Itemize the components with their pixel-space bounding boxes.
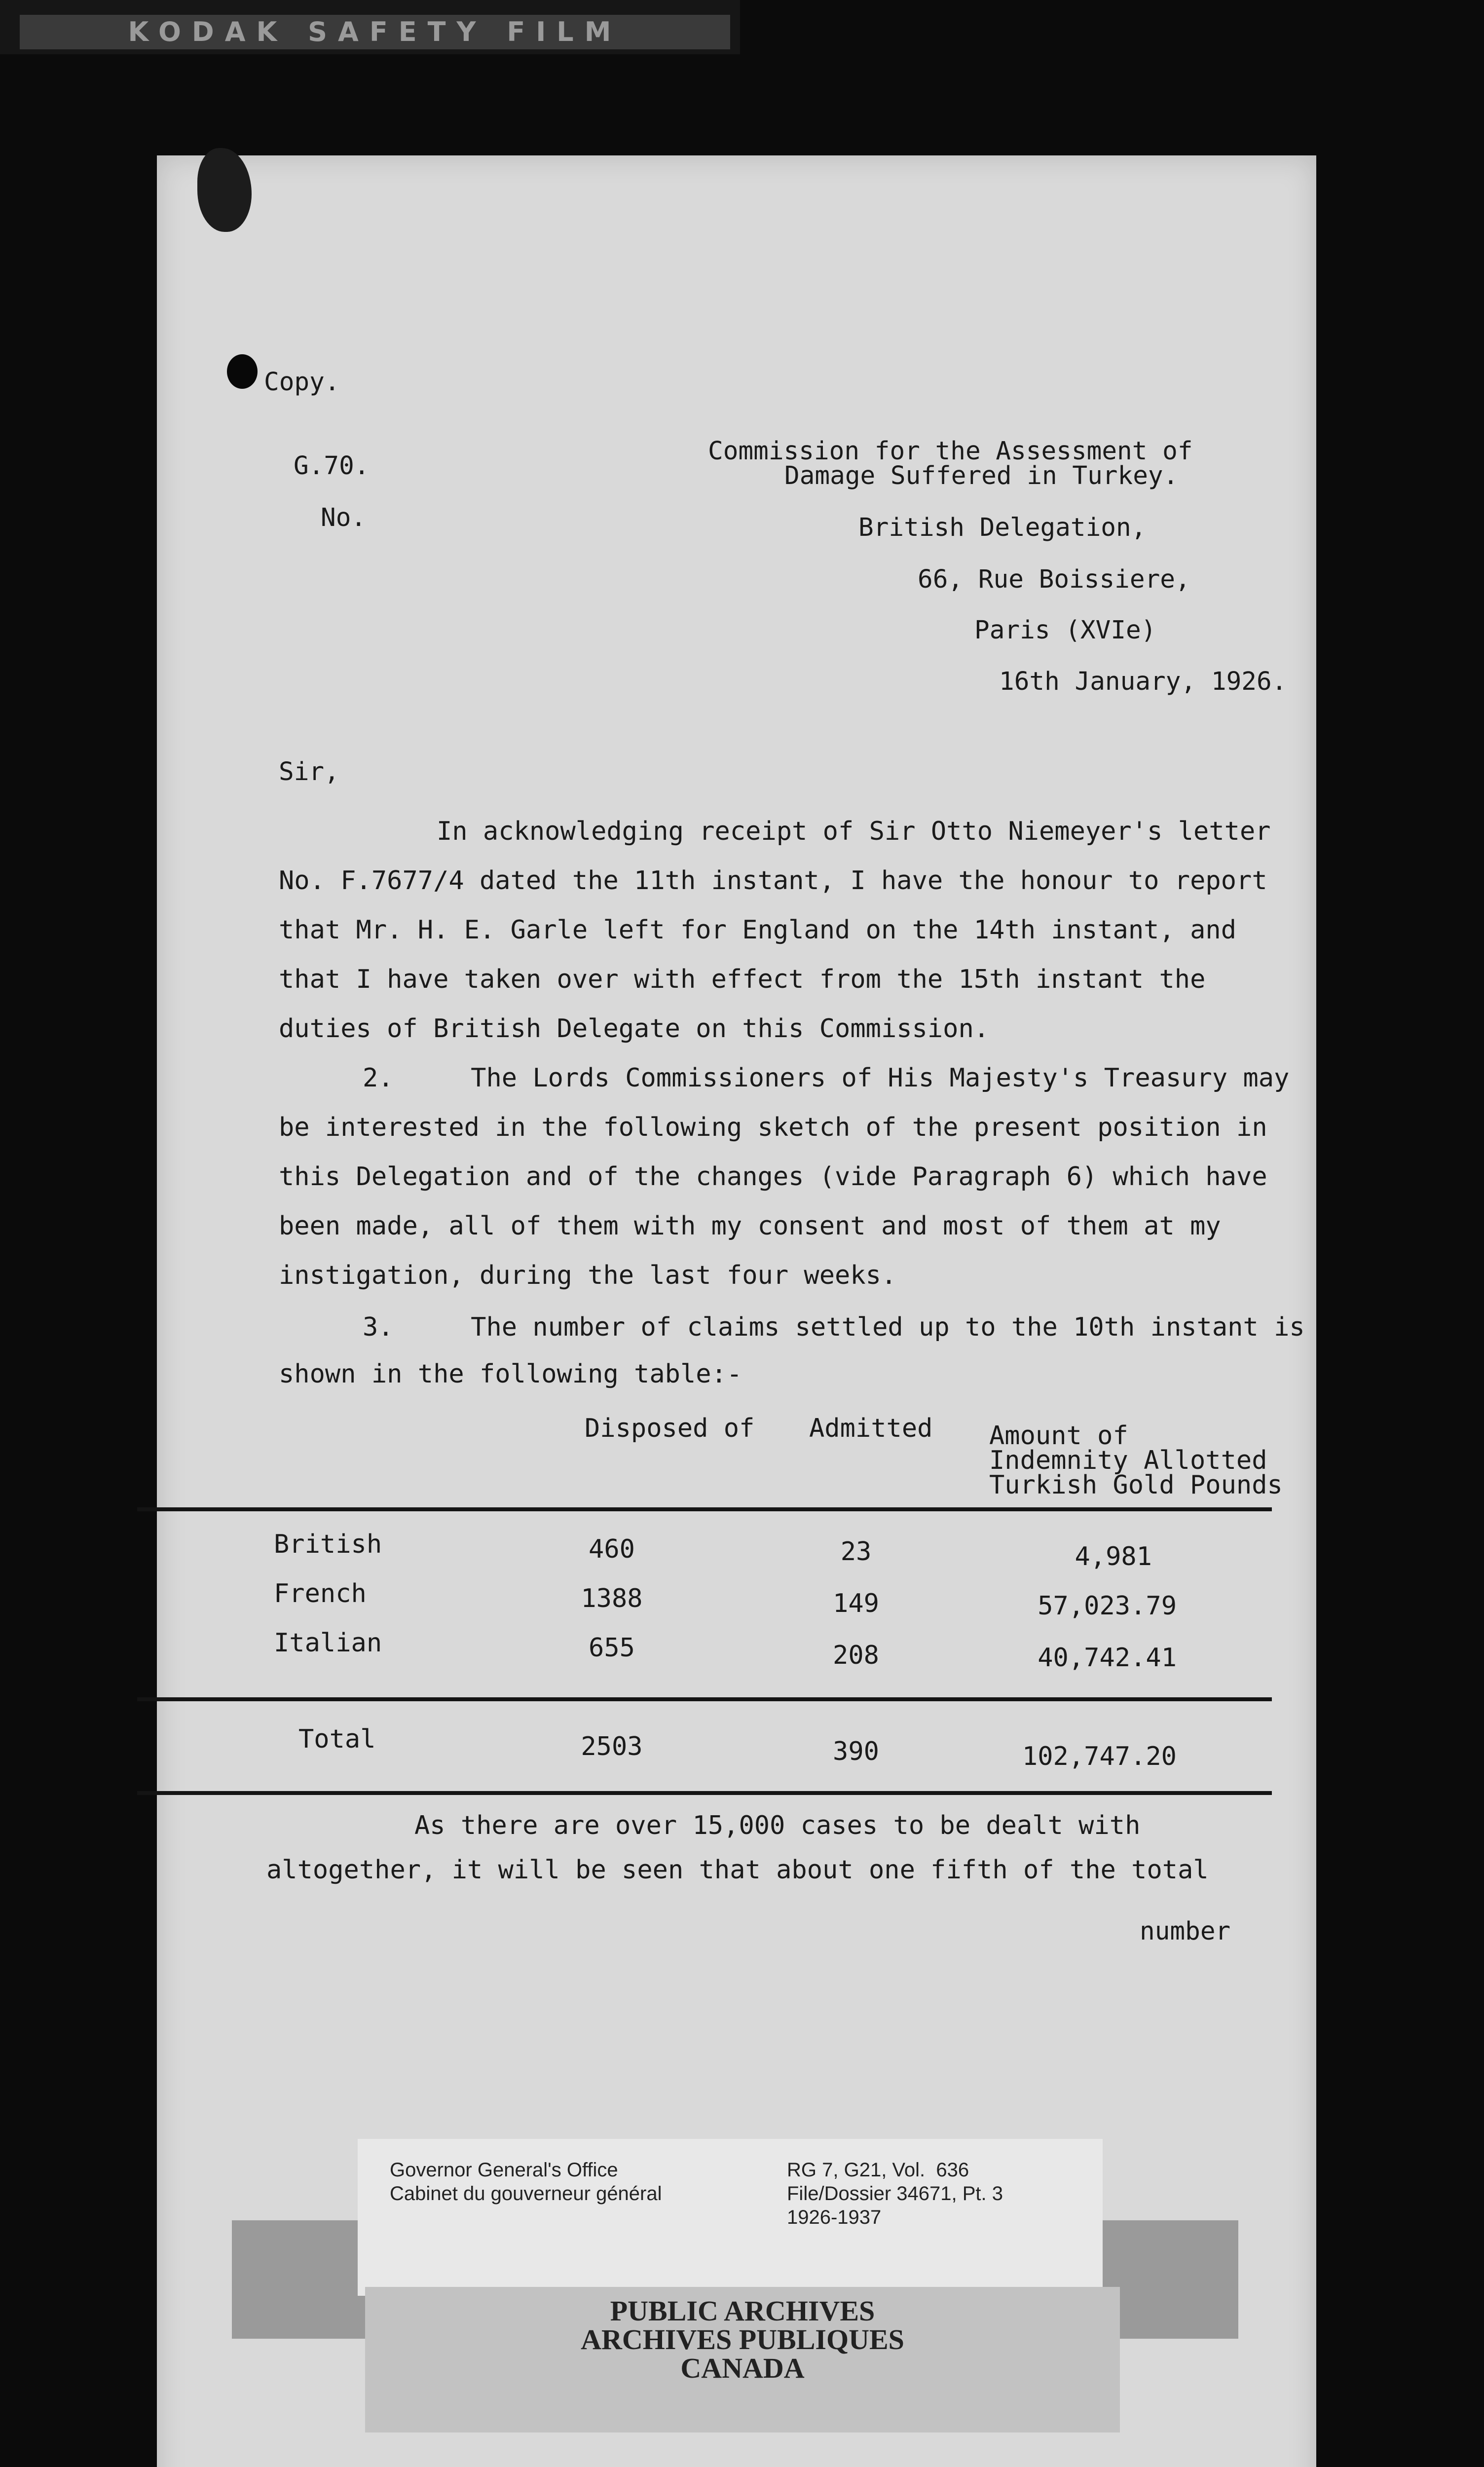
para3-line: 3. The number of claims settled up to the 10th instant is bbox=[363, 1312, 1305, 1342]
para2-line: instigation, during the last four weeks. bbox=[279, 1261, 897, 1290]
table-header-admitted: Admitted bbox=[809, 1414, 933, 1443]
table-cell-disposed: 655 bbox=[589, 1633, 635, 1663]
para1-line: that I have taken over with effect from the 15th instant the bbox=[279, 965, 1206, 994]
catchword: number bbox=[1140, 1917, 1231, 1946]
table-cell-disposed: 460 bbox=[589, 1534, 635, 1564]
table-header-amount-3: Turkish Gold Pounds bbox=[989, 1470, 1283, 1500]
para4-line: As there are over 15,000 cases to be dealt with bbox=[414, 1811, 1141, 1840]
table-cell-admitted: 208 bbox=[833, 1641, 879, 1670]
table-cell-amount: 40,742.41 bbox=[1038, 1643, 1177, 1673]
public-archives-stamp bbox=[365, 2287, 1120, 2432]
table-total-admitted: 390 bbox=[833, 1737, 879, 1766]
table-row-label: French bbox=[274, 1579, 367, 1608]
archive-office-fr: Cabinet du gouverneur général bbox=[390, 2183, 662, 2205]
para1-line: No. F.7677/4 dated the 11th instant, I have the honour to report bbox=[279, 866, 1267, 896]
letter-date: 16th January, 1926. bbox=[999, 667, 1287, 696]
sender-line-2: Damage Suffered in Turkey. bbox=[784, 461, 1179, 490]
table-row-label: British bbox=[274, 1530, 382, 1559]
number-label: No. bbox=[321, 503, 367, 532]
table-total-disposed: 2503 bbox=[581, 1732, 643, 1761]
archive-years: 1926-1937 bbox=[787, 2206, 882, 2228]
sender-line-3: British Delegation, bbox=[858, 513, 1147, 542]
para2-line: this Delegation and of the changes (vide Paragraph 6) which have bbox=[279, 1162, 1267, 1192]
table-cell-admitted: 149 bbox=[833, 1589, 879, 1618]
para4-line: altogether, it will be seen that about one fifth of the total bbox=[266, 1855, 1209, 1885]
stamp-line-3: CANADA bbox=[680, 2352, 805, 2384]
table-rule-total bbox=[137, 1697, 1272, 1701]
para2-line: 2. The Lords Commissioners of His Majesty's Treasury may bbox=[363, 1063, 1290, 1093]
table-header-amount-2: Indemnity Allotted bbox=[989, 1446, 1267, 1475]
sender-line-1: Commission for the Assessment of bbox=[708, 437, 1193, 466]
film-edge-label: KODAK SAFETY FILM bbox=[20, 15, 730, 49]
table-cell-amount: 4,981 bbox=[1075, 1542, 1152, 1571]
para1-line: that Mr. H. E. Garle left for England on the 14th instant, and bbox=[279, 915, 1237, 945]
archive-record-group: RG 7, G21, Vol. 636 bbox=[787, 2159, 969, 2181]
table-cell-admitted: 23 bbox=[840, 1537, 872, 1567]
para3-line: shown in the following table:- bbox=[279, 1359, 742, 1389]
punch-hole bbox=[227, 354, 258, 389]
sender-line-4: 66, Rue Boissiere, bbox=[918, 565, 1190, 594]
table-cell-amount: 57,023.79 bbox=[1038, 1591, 1177, 1621]
table-rule-bottom bbox=[137, 1791, 1272, 1795]
archive-office-en: Governor General's Office bbox=[390, 2159, 618, 2181]
para1-line: In acknowledging receipt of Sir Otto Niemeyer's letter bbox=[437, 817, 1271, 846]
table-row-label: Italian bbox=[274, 1628, 382, 1658]
archive-reference-card bbox=[358, 2139, 1103, 2296]
table-header-amount-1: Amount of bbox=[989, 1421, 1128, 1451]
stamp-line-1: PUBLIC ARCHIVES bbox=[610, 2295, 875, 2327]
table-total-label: Total bbox=[298, 1724, 376, 1754]
copy-mark: Copy. bbox=[264, 368, 340, 397]
para2-line: be interested in the following sketch of the present position in bbox=[279, 1113, 1267, 1142]
salutation: Sir, bbox=[279, 757, 339, 786]
table-cell-disposed: 1388 bbox=[581, 1584, 643, 1613]
film-edge bbox=[0, 0, 740, 54]
table-header-disposed: Disposed of bbox=[585, 1414, 755, 1443]
table-total-amount: 102,747.20 bbox=[1022, 1742, 1177, 1771]
archive-file: File/Dossier 34671, Pt. 3 bbox=[787, 2183, 1003, 2205]
reference-number: G.70. bbox=[294, 451, 370, 481]
para2-line: been made, all of them with my consent and most of them at my bbox=[279, 1211, 1221, 1241]
sender-line-5: Paris (XVIe) bbox=[974, 616, 1156, 645]
table-rule-top bbox=[137, 1507, 1272, 1511]
stamp-line-2: ARCHIVES PUBLIQUES bbox=[581, 2323, 904, 2355]
letter-page bbox=[157, 155, 1316, 2467]
para1-line: duties of British Delegate on this Commission. bbox=[279, 1014, 990, 1044]
